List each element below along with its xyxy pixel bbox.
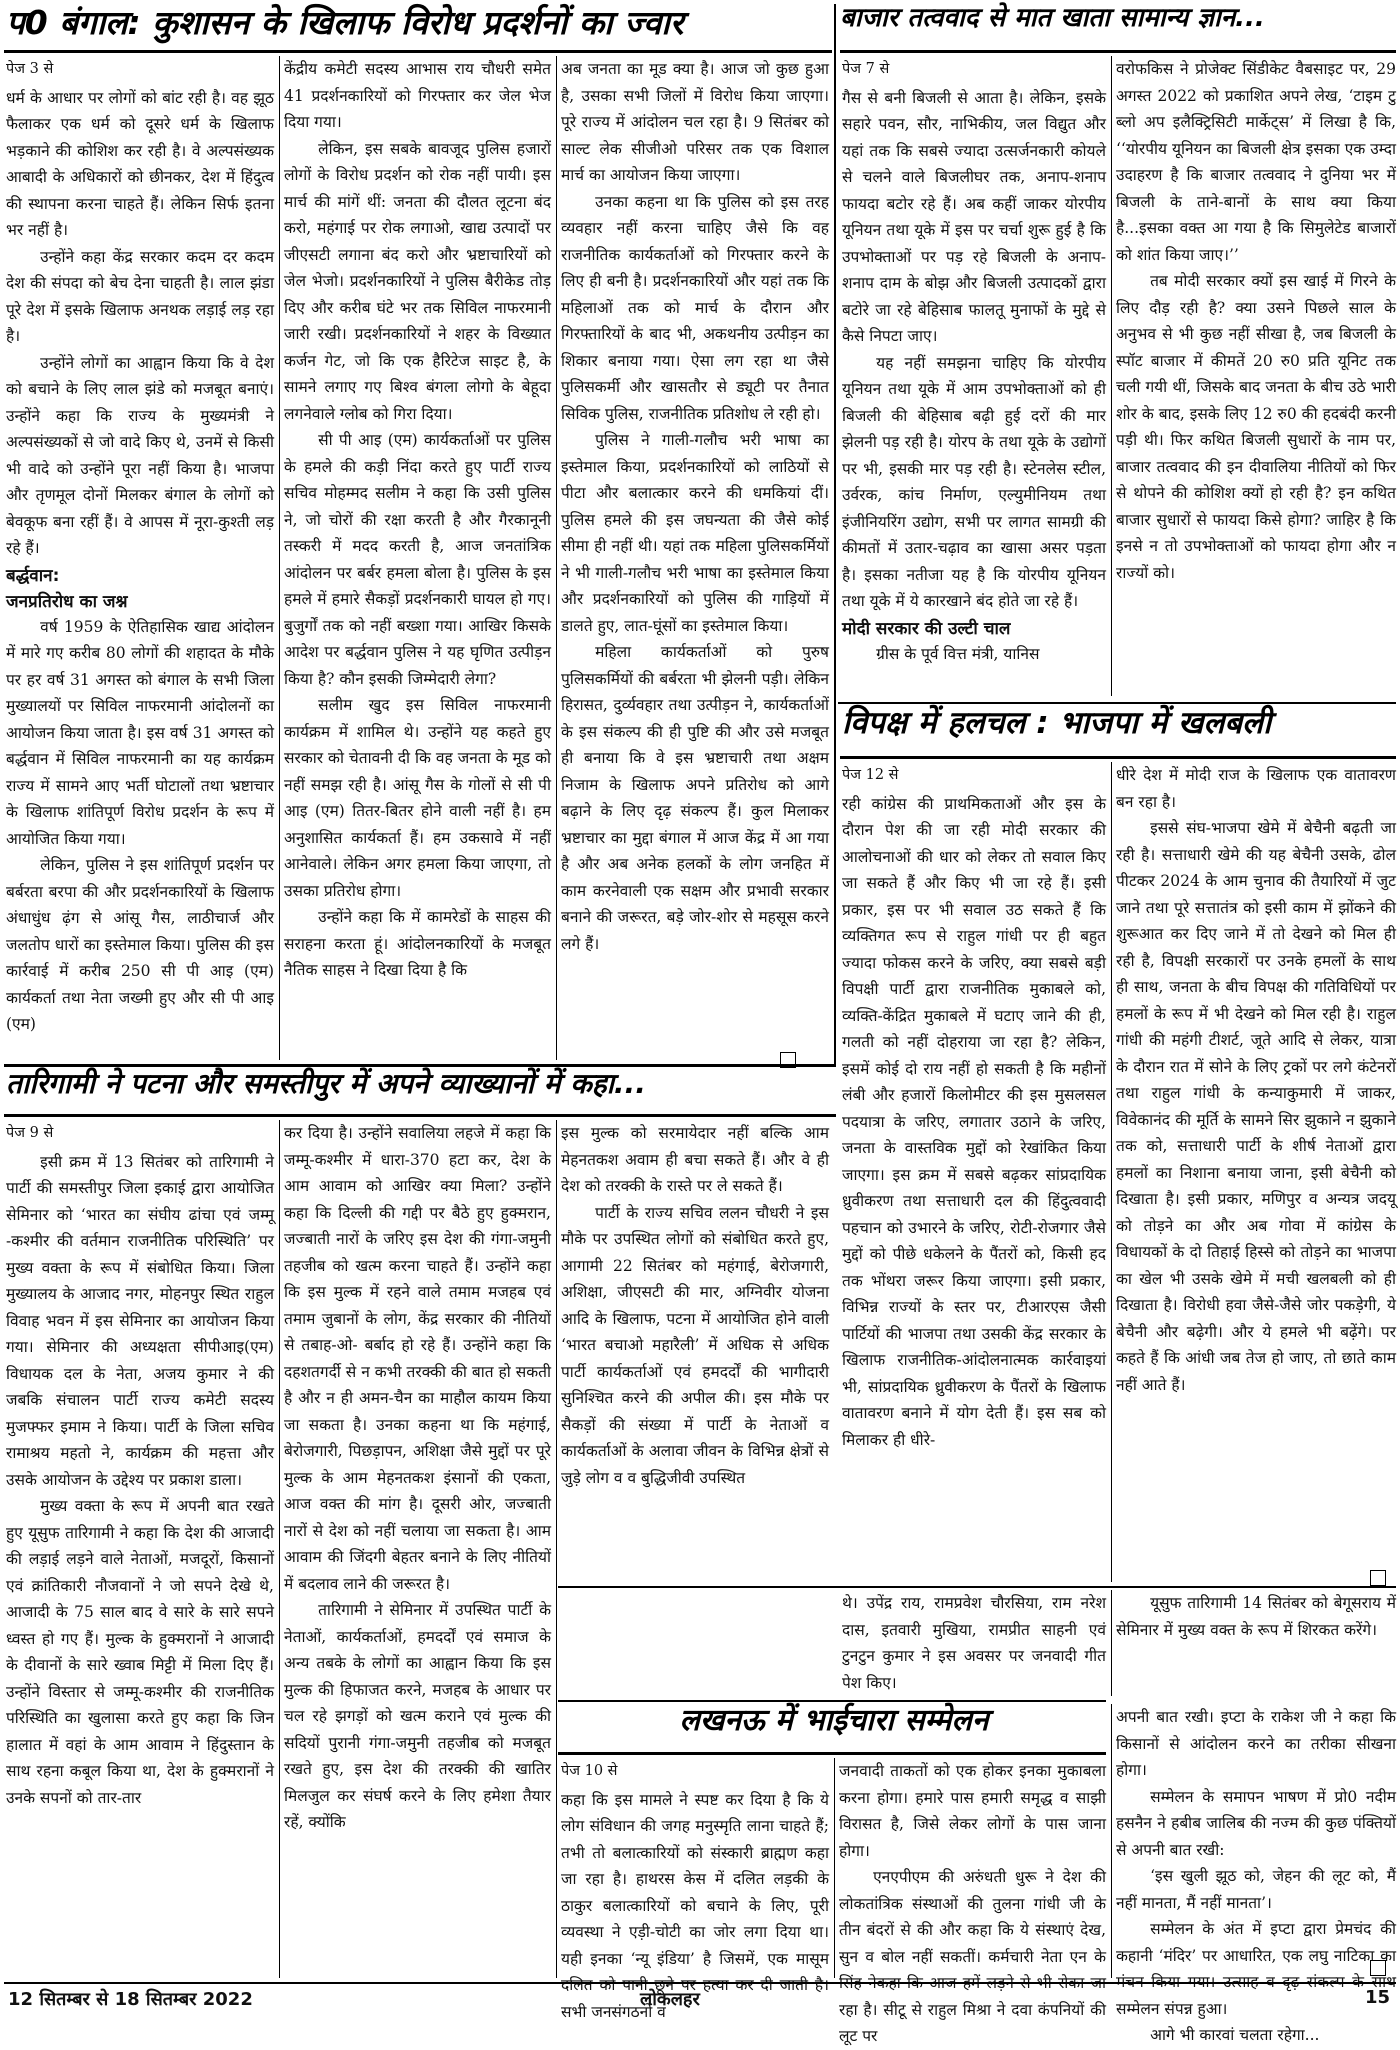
continuation-reference: पेज 12 से: [842, 767, 899, 783]
paragraph: इसी क्रम में 13 सितंबर को तारिगामी ने पार्टी की समस्तीपुर जिला इकाई द्वारा आयोजित सेमिनार को ‘भारत का संघीय ढांचा एवं जम्मू -कश्मीर की वर्तमान राजनीतिक परिस्थिति’ पर मुख्य वक्ता के रूप में संबोधित किया। जिला मुख्यालय के आजाद नगर, मोहनपुर स्थित राहुल विवाह भवन में इस सेमिनार का आयोजन किया गया। सेमिनार की अध्यक्षता सीपीआइ(एम) विधायक दल के नेता, अजय कुमार ने की जबकि संचालन पार्टी राज्य कमेटी सदस्य मुजफ्फर इमाम ने किया। पार्टी के जिला सचिव रामाश्रय महतो ने, कार्यक्रम की महत्ता और उसके आयोजन के उद्देश्य पर प्रकाश डाला।: [6, 1152, 274, 1489]
section-divider: [558, 1586, 1396, 1588]
paragraph: यूसुफ तारिगामी 14 सितंबर को बेगूसराय में सेमिनार में मुख्य वक्त के रूप में शिरकत करेंगे।: [1116, 1594, 1396, 1639]
end-of-article-mark: [1370, 1960, 1386, 1976]
vipaksh-column-1: [842, 762, 1106, 1584]
paragraph: अब जनता का मूड क्या है। आज जो कुछ हुआ है, उसका सभी जिलों में विरोध किया जाएगा। पूरे राज्य में आंदोलन चल रहा है। 9 सितंबर को साल्ट लेक सीजीओ परिसर तक एक विशाल मार्च का आयोजन किया जाएगा।: [561, 60, 829, 184]
paragraph: लेकिन, पुलिस ने इस शांतिपूर्ण प्रदर्शन पर बर्बरता बरपा की और प्रदर्शनकारियों के खिलाफ अंधाधुंध ढ़ंग से आंसू गैस, लाठीचार्ज और जलतोप धारों का इस्तेमाल किया। पुलिस की इस कार्रवाई में करीब 250 सी पी आइ (एम) कार्यकर्ता तथा नेता जख्मी हुए और सी पी आइ (एम): [6, 856, 274, 1033]
paragraph: पुलिस ने गाली-गलौच भरी भाषा का इस्तेमाल किया, प्रदर्शनकारियों को लाठियों से पीटा और बलात्कार करने की धमकियां दीं। पुलिस हमले की इस जघन्यता की जैसे कोई सीमा ही नहीं थी। यहां तक महिला पुलिसकर्मियों ने भी गाली-गलौच भरी भाषा का इस्तेमाल किया और प्रदर्शनकारियों को पुलिस की गाड़ियों में डालते हुए, लात-घूंसों का इस्तेमाल किया।: [561, 431, 829, 635]
headline-bazaar: बाजार तत्ववाद से मात खाता सामान्य ज्ञान...: [840, 3, 1265, 33]
paragraph: सम्मेलन के अंत में इप्टा द्वारा प्रेमचंद की कहानी ‘मंदिर’ पर आधारित, एक लघु नाटिका का मंचन किया गया। उत्साह व दृढ़ संकल्प के साथ सम्मेलन संपन्न हुआ।: [1116, 1920, 1396, 2018]
tarigami-column-2: [284, 1120, 551, 1980]
paragraph: जनवादी ताकतों को एक होकर इनका मुकाबला करना होगा। हमारे पास हमारी समृद्ध व साझी विरासत है, जिसे लेकर लोगों के पास जाना होगा।: [839, 1762, 1106, 1860]
headline-rule-tarigami: [4, 1114, 836, 1117]
page-footer: [0, 1985, 1400, 2015]
footer-rule: [4, 1982, 1396, 1984]
publication-name: लोकलहर: [640, 1989, 700, 2010]
paragraph: सलीम खुद इस सिविल नाफरमानी कार्यक्रम में शामिल थे। उन्होंने यह कहते हुए सरकार को चेतावनी दी कि वह जनता के मूड को नहीं समझ रही है। आंसू गैस के गोलों से सी पी आइ (एम) तितर-बितर होने वाली नहीं है। हम अनुशासित कार्यकर्ता हैं। हम उकसावे में नहीं आनेवाले। लेकिन अगर हमला किया जाएगा, तो उसका प्रतिरोध होगा।: [284, 696, 551, 900]
paragraph: उन्होंने लोगों का आह्वान किया कि वे देश को बचाने के लिए लाल झंडे को मजबूत बनाएं। उन्होंने कहा कि राज्य के मुख्यमंत्री ने अल्पसंख्यकों से जो वादे किए थे, उनमें से किसी भी वादे को उन्होंने पूरा नहीं किया है। भाजपा और तृणमूल दोनों मिलकर बंगाल के लोगों को बेवकूफ बना रहीं हैं। वे आपस में नूरा-कुश्ती लड़ रहे हैं।: [6, 353, 274, 557]
page-number: 15: [1364, 1987, 1390, 2008]
paragraph: रही कांग्रेस की प्राथमिकताओं और इस के दौरान पेश की जा रही मोदी सरकार की आलोचनाओं की धार को लेकर तो सवाल किए जा सकते हैं और किए भी जा रहे हैं। इसी प्रकार, इस पर भी सवाल उठ सकते हैं कि व्यक्तिगत रूप से राहुल गांधी पर ही बहुत ज्यादा फोकस करने के जरिए, क्या सबसे बड़ी विपक्षी पार्टी द्वारा राजनीतिक मुकाबले को, व्यक्ति-केंद्रित मुकाबले में घटाए जाने की ही, गलती को नहीं दोहराया जा रहा है? लेकिन, इसमें कोई दो राय नहीं हो सकती है कि महीनों लंबी और हजारों किलोमीटर की इस मुसलसल पदयात्रा के जरिए, लगातार उठाने के जरिए, जनता के वास्तविक मुद्दों को रेखांकित किया जाएगा। इस क्रम में सबसे बढ़कर सांप्रदायिक ध्रुवीकरण तथा सत्ताधारी दल की हिंदुत्ववादी पहचान को उभारने के जरिए, रोटी-रोजगार जैसे मुद्दों को पीछे धकेलने के पैंतरों को, किसी हद तक भोंथरा जरूर किया जाएगा। इसी प्रकार, विभिन्न राज्यों के स्तर पर, टीआरएस जैसी पार्टियों की भाजपा तथा उसकी केंद्र सरकार के खिलाफ राजनीतिक-आंदोलनात्मक कार्रवाइयां भी, सांप्रदायिक ध्रुवीकरण के पैंतरों के खिलाफ वातावरण बनाने में योग देती हैं। इस सब को मिलाकर ही धीरे-: [842, 794, 1106, 1449]
continuation-reference: पेज 7 से: [842, 61, 890, 77]
issue-dates: 12 सितम्बर से 18 सितम्बर 2022: [8, 1989, 253, 2010]
headline-rule-vipaksh: [840, 756, 1396, 759]
paragraph: कहा कि इस मामले ने स्पष्ट कर दिया है कि ये लोग संविधान की जगह मनुस्मृति लाना चाहते हैं; तभी तो बलात्कारियों को संस्कारी ब्राह्मण कहा जा रहा है। हाथरस केस में दलित लड़की के ठाकुर बलात्कारियों को बचाने के लिए, पूरी व्यवस्था ने एड़ी-चोटी का जोर लगा दिया था। यही इनका ‘न्यू इंडिया’ है जिसमें, एक मासूम दलित को पानी छूने पर हत्या कर दी जाती है। सभी जनसंगठनों व: [561, 1790, 829, 2021]
continuation-reference: पेज 9 से: [6, 1125, 54, 1141]
paragraph: उनका कहना था कि पुलिस को इस तरह व्यवहार नहीं करना चाहिए जैसे कि वह राजनीतिक कार्यकर्ताओं को गिरफ्तार करने के लिए ही बनी है। प्रदर्शनकारियों और यहां तक कि महिलाओं तक को मार्च के दौरान और गिरफ्तारियों के बाद भी, अकथनीय उत्पीड़न का शिकार बनाया गया। ऐसा लग रहा था जैसे पुलिसकर्मी और खासतौर से ड्यूटी पर तैनात सिविक पुलिस, राजनीतिक प्रतिशोध ले रही हो।: [561, 192, 829, 423]
column-rule: [1111, 1590, 1112, 1696]
paragraph: उन्होंने कहा कि में कामरेडों के साहस की सराहना करता हूं। आंदोलनकारियों के मजबूत नैतिक साहस ने दिखा दिया है कि: [284, 908, 551, 979]
continuation-reference: पेज 3 से: [6, 61, 54, 77]
tarigami-column-1: [6, 1120, 274, 1980]
headline-rule-bazaar: [840, 50, 1396, 53]
paragraph: कर दिया है। उन्होंने सवालिया लहजे में कहा कि जम्मू-कश्मीर में धारा-370 हटा कर, देश के आम आवाम को आखिर क्या मिला? उन्होंने कहा कि दिल्ली की गद्दी पर बैठे हुए हुक्मरान, जज्बाती नारों के जरिए इस देश की गंगा-जमुनी तहजीब को खत्म करना चाहते हैं। उन्होंने कहा कि इस मुल्क में रहने वाले तमाम मजहब एवं तमाम जुबानों के लोग, केंद्र सरकार की नीतियों से तबाह-ओ- बर्बाद हो रहे हैं। उन्होंने कहा कि दहशतगर्दी से न कभी तरक्की की बात हो सकती है और न ही अमन-चैन का माहौल कायम किया जा सकता है। उनका कहना था कि महंगाई, बेरोजगारी, पिछड़ापन, अशिक्षा जैसे मुद्दों पर पूरे मुल्क के आम मेहनतकश इंसानों की एकता, आज वक्त की मांग है। दूसरी ओर, जज्बाती नारों से देश को नहीं चलाया जा सकता है। आम आवाम की जिंदगी बेहतर बनाने के लिए नीतियों में बदलाव लाने की जरूरत है।: [284, 1124, 551, 1593]
paragraph: एनएपीएम की अरुंधती धुरू ने देश की लोकतांत्रिक संस्थाओं की तुलना गांधी जी के तीन बंदरों से की और कहा कि ये संस्थाएं देख, सुन व बोल नहीं सकतीं। कर्मचारी नेता एन के सिंह नेकहा कि आज हमें लड़ने से भी रोका जा रहा है। सीटू से राहुल मिश्रा ने दवा कंपनियों की लूट पर: [839, 1868, 1106, 2045]
column-rule: [556, 1120, 557, 1978]
tarigami-column-3: [561, 1120, 829, 1580]
paragraph: इससे संघ-भाजपा खेमे में बेचैनी बढ़ती जा रही है। सत्ताधारी खेमे की यह बेचैनी उसके, ढोल पीटकर 2024 के आम चुनाव की तैयारियों में जुट जाने तथा पूरे सत्तातंत्र को इसी काम में झोंकने की शुरूआत कर दिए जाने में तो देखने को मिल ही रही है, विपक्षी सरकारों पर उनके हमलों के साथ ही साथ, जनता के बीच विपक्ष की गतिविधियों पर हमलों के रूप में भी देखने को मिल रही है। राहुल गांधी की महंगी टीशर्ट, जूते आदि से लेकर, यात्रा के दौरान रात में सोने के लिए ट्रकों पर लगे कंटेनरों तथा राहुल गांधी के कन्याकुमारी में जाकर, विवेकानंद की मूर्ति के सामने सिर झुकाने न झुकाने तक को, सत्ताधारी पार्टी के शीर्ष नेताओं द्वारा हमलों का निशाना बनाया जाना, इसी बेचैनी को दिखाता है। इसी प्रकार, मणिपुर व अन्यत्र जदयू को तोड़ने का और अब गोवा में कांग्रेस के विधायकों के दो तिहाई हिस्से को तोड़ने का भाजपा का खेल भी उसके खेमे में मची खलबली को ही दिखाता है। विरोधी हवा जैसे-जैसे जोर पकड़ेगी, ये बेचैनी और बढ़ेगी। और ये हमले भी बढ़ेंगे। पर कहते हैं कि आंधी जब तेज हो जाए, तो छाते काम नहीं आते हैं।: [1116, 819, 1396, 1394]
paragraph: केंद्रीय कमेटी सदस्य आभास राय चौधरी समेत 41 प्रदर्शनकारियों को गिरफ्तार कर जेल भेज दिया गया।: [284, 60, 551, 131]
bazaar-column-2: [1116, 56, 1396, 706]
paragraph: ग्रीस के पूर्व वित्त मंत्री, यानिस: [876, 644, 1040, 663]
bazaar-column-1: [842, 56, 1106, 706]
paragraph: धीरे देश में मोदी राज के खिलाफ एक वातावरण बन रहा है।: [1116, 766, 1396, 811]
paragraph: धर्म के आधार पर लोगों को बांट रही है। वह झूठ फैलाकर एक धर्म को दूसरे धर्म के खिलाफ भड़काने की कोशिश कर रही है। वे अल्पसंख्यक आबादी के अधिकारों को छीनकर, देश में हिंदुत्व की स्थापना करना चाहते हैं। लेकिन सिर्फ इतना भर नहीं है।: [6, 88, 274, 239]
headline-bengal: प0 बंगाल: कुशासन के खिलाफ विरोध प्रदर्शनों का ज्वार: [6, 3, 684, 42]
headline-lucknow: लखनऊ में भाईचारा सम्मेलन: [679, 1703, 989, 1738]
continuation-reference: पेज 10 से: [561, 1763, 618, 1779]
lucknow-column-2: [839, 1758, 1106, 2045]
paragraph: वरोफकिस ने प्रोजेक्ट सिंडीकेट वैबसाइट पर, 29 अगस्त 2022 को प्रकाशित अपने लेख, ‘टाइम टु ब्लो अप इलैक्ट्रिसिटी मार्केट्स’ में लिखा है कि, ‘‘योरपीय यूनियन का बिजली क्षेत्र इसका एक उम्दा उदाहरण है कि बाजार तत्ववाद ने दुनिया भर में बिजली के ताने-बानों के साथ क्या किया है...इसका वक्त आ गया है कि सिमुलेटेड बाजारों को शांत किया जाए।’’: [1116, 60, 1396, 264]
column-rule: [279, 1120, 280, 1978]
section-divider: [838, 702, 1396, 704]
column-rule: [1111, 1704, 1112, 1978]
section-divider: [834, 4, 836, 1064]
tarigami-column-5: [1116, 1590, 1396, 1700]
paragraph: थे। उपेंद्र राय, रामप्रवेश चौरसिया, राम नरेश दास, इतवारी मुखिया, रामप्रीत साहनी एवं टुनटुन कुमार ने इस अवसर पर जनवादी गीत पेश किए।: [842, 1594, 1106, 1692]
paragraph: गैस से बनी बिजली से आता है। लेकिन, इसके सहारे पवन, सौर, नाभिकीय, जल विद्युत और यहां तक कि सबसे ज्यादा उत्सर्जनकारी कोयले से चलने वाले बिजलीघर तक, अनाप-शनाप फायदा बटोर रहे हैं। अब कहीं जाकर योरपीय यूनियन तथा यूके में इस पर चर्चा शुरू हुई है कि उपभोक्ताओं पर पड़ रहे बिजली के अनाप-शनाप दाम के बोझ और बिजली उत्पादकों द्वारा बटोरे जा रहे बेहिसाब फालतू मुनाफों के मुद्दे से कैसे निपटा जाए।: [842, 88, 1106, 345]
end-of-article-mark: [1370, 1570, 1386, 1586]
paragraph: महिला कार्यकर्ताओं को पुरुष पुलिसकर्मियों की बर्बरता भी झेलनी पड़ी। लेकिन हिरासत, दुर्व्यवहार तथा उत्पीड़न ने, कार्यकर्ताओं के इस संकल्प की ही पुष्टि की और उसे मजबूत ही बनाया कि वे इस भ्रष्टाचारी तथा अक्षम निजाम के खिलाफ अपने प्रतिरोध को आगे बढ़ाने के लिए दृढ़ संकल्प हैं। कुल मिलाकर भ्रष्टाचार का मुद्दा बंगाल में आज केंद्र में आ गया है और अब अनेक हलकों के लोग जनहित में काम करनेवाली एक सक्षम और प्रभावी सरकार बनाने की जरूरत, बड़े जोर-शोर से महसूस करने लगे हैं।: [561, 643, 829, 953]
paragraph: सम्मेलन के समापन भाषण में प्रो0 नदीम हसनैन ने हबीब जालिब की नज्म की कुछ पंक्तियों से अपनी बात रखी:: [1116, 1787, 1396, 1859]
headline-vipaksh: विपक्ष में हलचल : भाजपा में खलबली: [842, 705, 1272, 741]
tarigami-column-4: [842, 1590, 1106, 1700]
paragraph: आगे भी कारवां चलता रहेगा...: [1150, 2026, 1320, 2044]
paragraph: इस मुल्क को सरमायेदार नहीं बल्कि आम मेहनतकश अवाम ही बचा सकते हैं। और वे ही देश को तरक्की के रास्ते पर ले सकते हैं।: [561, 1124, 829, 1195]
paragraph: सी पी आइ (एम) कार्यकर्ताओं पर पुलिस के हमले की कड़ी निंदा करते हुए पार्टी राज्य सचिव मोहम्मद सलीम ने कहा कि उसी पुलिस ने, जो चोरों की रक्षा करती है और गैरकानूनी तस्करी में मदद करती है, आज जनतांत्रिक आंदोलन पर बर्बर हमला बोला है। पुलिस के इस हमले में हमारे सैकड़ों प्रदर्शनकारी घायल हो गए। बुजुर्गों तक को नहीं बख्शा गया। आखिर किसके आदेश पर बर्द्धवान पुलिस ने यह घृणित उत्पीड़न किया है? कौन इसकी जिम्मेदारी लेगा?: [284, 431, 551, 688]
bengal-column-1: [6, 56, 274, 1066]
vipaksh-column-2: [1116, 762, 1396, 1584]
paragraph: तारिगामी ने सेमिनार में उपस्थित पार्टी के नेताओं, कार्यकर्ताओं, हमदर्दों एवं समाज के अन्य तबके के लोगों का आह्वान किया कि इस मुल्क की हिफाजत करने, मजहब के आधार पर चल रहे झगड़ों को खत्म कराने एवं मुल्क की सदियों पुरानी गंगा-जमुनी तहजीब को मजबूत रखते हुए, इस देश की तरक्की की खातिर मिलजुल कर संघर्ष करने के लिए हमेशा तैयार रहें, क्योंकि: [284, 1601, 551, 1831]
headline-rule-bengal: [4, 50, 832, 53]
bengal-column-3: [561, 56, 829, 1056]
column-rule: [556, 56, 557, 1060]
paragraph: उन्होंने कहा केंद्र सरकार कदम दर कदम देश की संपदा को बेच देना चाहती है। लाल झंडा पूरे देश में इसके खिलाफ अनथक लड़ाई लड़ रहा है।: [6, 247, 274, 345]
paragraph: तब मोदी सरकार क्यों इस खाई में गिरने के लिए दौड़ रही है? क्या उसने पिछले साल के अनुभव से भी कुछ नहीं सीखा है, जब बिजली के स्पॉट बाजार में कीमतें 20 रु0 प्रति यूनिट तक चली गयी थीं, जिसके बाद जनता के बीच उठे भारी शोर के बाद, इसके लिए 12 रु0 की हदबंदी करनी पड़ी थी। फिर कथित बिजली सुधारों के नाम पर, बाजार तत्ववाद की इन दीवालिया नीतियों को फिर से थोपने की कोशिश क्यों हो रही है? इन कथित बाजार सुधारों से फायदा किसे होगा? जाहिर है कि इनसे न तो उपभोक्ताओं को फायदा होगा और न राज्यों को।: [1116, 272, 1396, 582]
paragraph: पार्टी के राज्य सचिव ललन चौधरी ने इस मौके पर उपस्थित लोगों को संबोधित करते हुए, आगामी 22 सितंबर को महंगाई, बेरोजगारी, अशिक्षा, जीएसटी की मार, अग्निवीर योजना आदि के खिलाफ, पटना में आयोजित होने वाली ‘भारत बचाओ महारैली’ में अधिक से अधिक पार्टी कार्यकर्ताओं एवं हमदर्दों की भागीदारी सुनिश्चित करने की अपील की। इस मौके पर सैकड़ों की संख्या में पार्टी के नेताओं व कार्यकर्ताओं के अलावा जीवन के विभिन्न क्षेत्रों से जुड़े लोग व व बुद्धिजीवी उपस्थित: [561, 1203, 829, 1487]
subheading: जनप्रतिरोध का जश्न: [6, 591, 128, 612]
column-rule: [1111, 762, 1112, 1582]
paragraph: लेकिन, इस सबके बावजूद पुलिस हजारों लोगों के विरोध प्रदर्शन को रोक नहीं पायी। इस मार्च की मांगें थीं: जनता की दौलत लूटना बंद करो, महंगाई पर रोक लगाओ, खाद्य उत्पादों पर जीएसटी लगाना बंद करो और भ्रष्टाचारियों को जेल भेजो। प्रदर्शनकारियों ने पुलिस बैरीकेड तोड़ दिए और करीब घंटे भर तक सिविल नाफरमानी जारी रखी। प्रदर्शनकारियों ने शहर के विख्यात कर्जन गेट, जो कि एक हैरिटेज साइट है, के सामने लगाए गए बिश्व बंगला लोगो के बेहूदा लगनेवाले ग्लोब को गिरा दिया।: [284, 139, 551, 423]
paragraph: वर्ष 1959 के ऐतिहासिक खाद्य आंदोलन में मारे गए करीब 80 लोगों की शहादत के मौके पर हर वर्ष 31 अगस्त को बंगाल के सभी जिला मुख्यालयों पर सिविल नाफरमानी आंदोलनों का आयोजन किया जाता है। इस वर्ष 31 अगस्त को बर्द्धवान में सिविल नाफरमानी का यह कार्यक्रम राज्य में सामने आए भर्ती घोटालों तथा भ्रष्टाचार के खिलाफ शांतिपूर्ण विरोध प्रदर्शन के रूप में आयोजित किया गया।: [6, 617, 274, 848]
paragraph: यह नहीं समझना चाहिए कि योरपीय यूनियन तथा यूके में आम उपभोक्ताओं को ही बिजली की बेहिसाब बढ़ी हुई दरों की मार झेलनी पड़ रही है। योरप के तथा यूके के उद्योगों पर भी, इसकी मार पड़ रही है। स्टेनलेस स्टील, उर्वरक, कांच निर्माण, एल्युमीनियम तथा इंजीनियरिंग उद्योग, सभी पर लागत सामग्री की कीमतों में उतार-चढ़ाव का खासा असर पड़ता है। इसका नतीजा यह है कि योरपीय यूनियन तथा यूके में ये कारखाने बंद होते जा रहे हैं।: [842, 353, 1106, 610]
column-rule: [834, 1758, 835, 1978]
quote: ‘इस खुली झूठ को, जेहन की लूट को, मैं नहीं मानता, मैं नहीं मानता’।: [1116, 1867, 1396, 1912]
bengal-column-2: [284, 56, 551, 1066]
subheading: मोदी सरकार की उल्टी चाल: [842, 618, 1011, 639]
column-rule: [1111, 56, 1112, 696]
section-divider: [558, 1700, 1106, 1702]
headline-tarigami: तारिगामी ने पटना और समस्तीपुर में अपने व्याख्यानों में कहा...: [6, 1067, 646, 1100]
subheading: बर्द्धवान:: [6, 565, 60, 586]
headline-rule-lucknow: [558, 1752, 1106, 1755]
paragraph: अपनी बात रखी। इप्टा के राकेश जी ने कहा कि किसानों से आंदोलन करने का तरीका सीखना होगा।: [1116, 1708, 1396, 1779]
column-rule: [279, 56, 280, 1060]
paragraph: मुख्य वक्ता के रूप में अपनी बात रखते हुए यूसुफ तारिगामी ने कहा कि देश की आजादी की लड़ाई लड़ने वाले नेताओं, मजदूरों, किसानों एवं क्रांतिकारी नौजवानों ने जो सपने देखे थे, आजादी के 75 साल बाद वे सारे के सारे सपने ध्वस्त हो गए हैं। मुल्क के हुक्मरानों ने आजादी के दीवानों के सारे ख्वाब मिट्टी में मिला दिए हैं। उन्होंने विस्तार से जम्मू-कश्मीर की राजनीतिक परिस्थिति का खुलासा करते हुए कहा कि जिन हालात में वहां के आम आवाम ने हिंदुस्तान के साथ रहना कबूल किया था, देश के हुक्मरानों ने उनके सपनों को तार-तार: [6, 1497, 274, 1807]
